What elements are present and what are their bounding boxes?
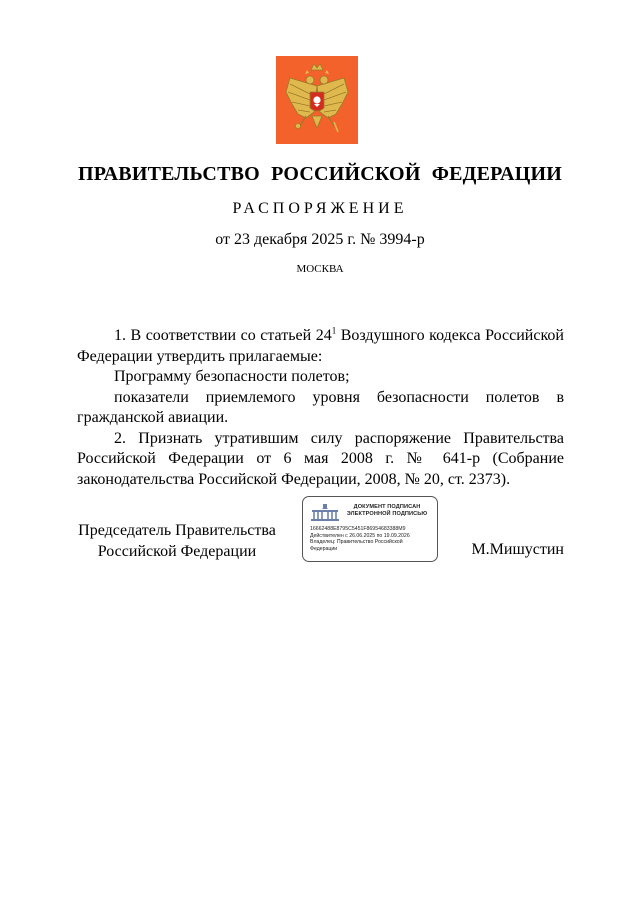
government-title: ПРАВИТЕЛЬСТВО РОССИЙСКОЙ ФЕДЕРАЦИИ xyxy=(78,163,562,185)
document-date-number: от 23 декабря 2025 г. № 3994-р xyxy=(215,231,425,248)
signatory-position xyxy=(77,521,277,562)
paragraph-3: показатели приемлемого уровня безопасности полетов в гражданской авиации. xyxy=(77,388,564,426)
signatory-position-line-2: Российской Федерации xyxy=(97,542,257,560)
paragraph-2: Программу безопасности полетов; xyxy=(114,368,350,385)
document-body xyxy=(77,326,564,490)
stamp-owner-line-2: Федерации xyxy=(310,545,338,552)
signatory-name: М.Мишустин xyxy=(471,541,564,558)
stamp-heading xyxy=(341,504,433,518)
paragraph-1 xyxy=(77,326,564,367)
electronic-signature-stamp xyxy=(302,496,438,562)
signatory-position-line-1: Председатель Правительства xyxy=(78,522,276,539)
paragraph-1-start: 1. В соответствии со статьей 24 xyxy=(114,327,332,344)
stamp-owner-line-1: Владелец: Правительство Российской xyxy=(310,539,403,546)
document-type: РАСПОРЯЖЕНИЕ xyxy=(232,200,408,217)
stamp-heading-line-1: ДОКУМЕНТ ПОДПИСАН xyxy=(353,504,421,510)
government-building-icon xyxy=(310,503,340,521)
article-superscript: 1 xyxy=(331,325,337,336)
stamp-details xyxy=(310,526,434,552)
stamp-certificate: 16662488E8795C5451F86954683388M9 xyxy=(310,526,406,532)
stamp-heading-line-2: ЭЛЕКТРОННОЙ ПОДПИСЬЮ xyxy=(346,511,428,517)
paragraph-4: 2. Признать утратившим силу распоряжение Правительства Российской Федерации от 6 мая 2008 г. № 641-р (Собрание законодательства Российской Федерации, 2008, № 20, ст. 2373). xyxy=(77,429,564,488)
document-city: МОСКВА xyxy=(296,263,344,275)
stamp-validity: Действителен с 26.06.2025 по 19.09.2026 xyxy=(310,532,410,539)
coat-of-arms-icon xyxy=(276,56,358,144)
paragraph-1-end: Воздушного кодекса Российской Федерации утвердить прилагаемые: xyxy=(77,327,564,365)
